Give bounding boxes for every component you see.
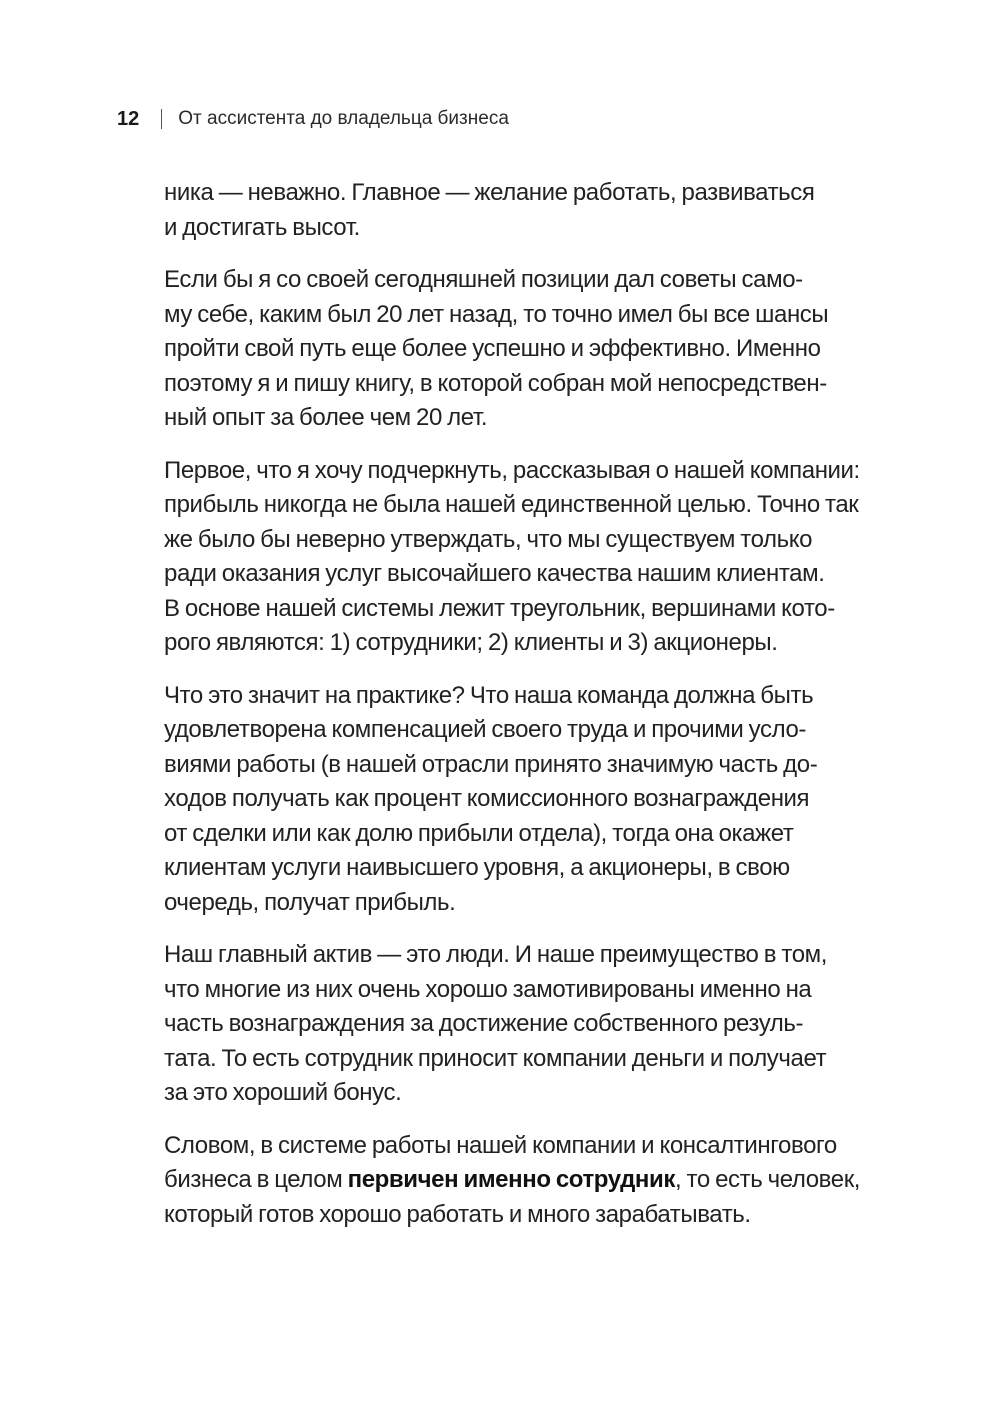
text-run: бизнеса в целом [164, 1166, 348, 1193]
text-line: Словом, в системе работы нашей компании и консалтингового [164, 1131, 837, 1159]
text-line: Наш главный актив — это люди. И наше преимущество в том, [164, 941, 828, 968]
text-line: рого являются: 1) сотрудники; 2) клиенты и 3) акционеры. [164, 629, 778, 656]
text-line: и достигать высот. [164, 213, 360, 241]
paragraph-gap [164, 1111, 854, 1129]
paragraph-gap [164, 245, 854, 263]
text-run: , то есть человек, [675, 1166, 861, 1193]
running-header [117, 104, 509, 134]
text-line: который готов хорошо работать и много зарабатывать. [164, 1200, 751, 1228]
text-line: пройти свой путь еще более успешно и эффективно. Именно [164, 335, 821, 362]
bold-emphasis: первичен именно сотрудник [347, 1166, 675, 1193]
page-number: 12 [117, 107, 140, 130]
text-line: ный опыт за более чем 20 лет. [164, 404, 488, 431]
text-line: му себе, каким был 20 лет назад, то точно имел бы все шансы [164, 300, 829, 328]
text-line: ходов получать как процент комиссионного вознаграждения [164, 785, 810, 812]
text-line: поэтому я и пишу книгу, в которой собран мой непосредствен- [164, 369, 827, 397]
text-line: Первое, что я хочу подчеркнуть, рассказывая о нашей компании: [164, 456, 860, 484]
paragraph-5 [164, 938, 854, 1111]
header-divider [161, 109, 162, 129]
paragraph-gap [164, 436, 854, 454]
text-line: от сделки или как долю прибыли отдела), тогда она окажет [164, 819, 794, 847]
text-line: что многие из них очень хорошо замотивированы именно на [164, 975, 812, 1003]
text-line: тата. То есть сотрудник приносит компании деньги и получает [164, 1044, 827, 1072]
paragraph-4 [164, 679, 854, 921]
book-title: От ассистента до владельца бизнеса [178, 108, 509, 129]
text-line: прибыль никогда не была нашей единственной целью. Точно так [164, 491, 859, 518]
text-line: очередь, получат прибыль. [164, 888, 456, 916]
body-text [164, 176, 861, 1232]
paragraph-gap [164, 661, 854, 679]
text-line: за это хороший бонус. [164, 1079, 402, 1106]
text-line: удовлетворена компенсацией своего труда и прочими усло- [164, 716, 807, 743]
text-line: ради оказания услуг высочайшего качества нашим клиентам. [164, 560, 825, 587]
text-line [164, 1163, 861, 1198]
text-line: Если бы я со своей сегодняшней позиции дал советы само- [164, 266, 803, 293]
paragraph-6 [164, 1129, 861, 1233]
text-line: же было бы неверно утверждать, что мы существуем только [164, 525, 813, 553]
text-line: Что это значит на практике? Что наша команда должна быть [164, 681, 814, 709]
paragraph-gap [164, 920, 854, 938]
paragraph-2 [164, 263, 854, 436]
paragraph-1 [164, 176, 854, 245]
text-line: В основе нашей системы лежит треугольник, вершинами кото- [164, 594, 835, 622]
text-line: часть вознаграждения за достижение собственного резуль- [164, 1010, 804, 1037]
text-line: клиентам услуги наивысшего уровня, а акционеры, в свою [164, 854, 790, 881]
paragraph-3 [164, 454, 860, 661]
text-line: виями работы (в нашей отрасли принято значимую часть до- [164, 750, 818, 778]
text-line: ника — неважно. Главное — желание работать, развиваться [164, 179, 815, 206]
